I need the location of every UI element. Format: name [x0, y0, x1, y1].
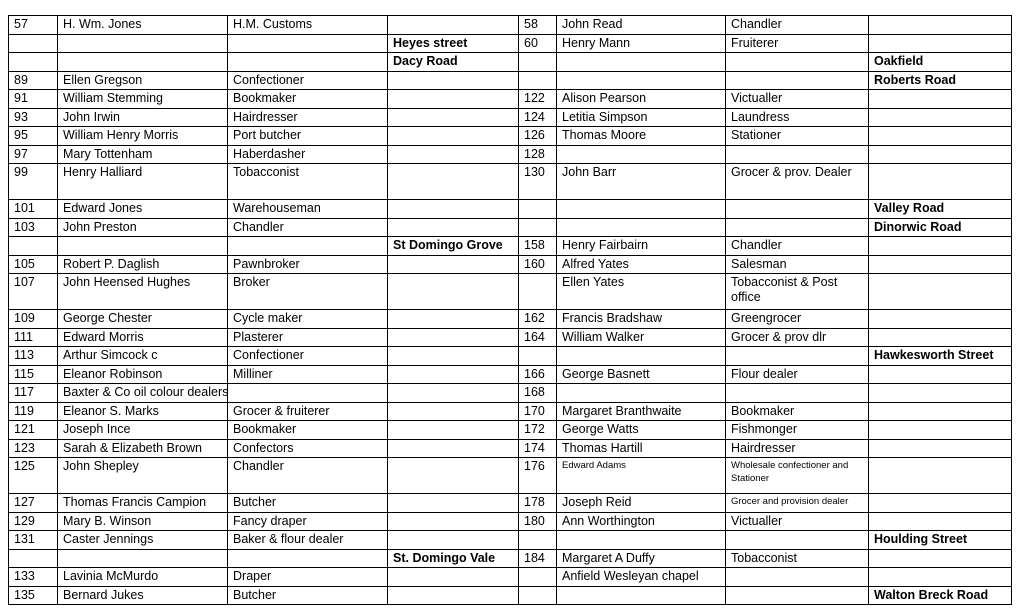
- resident-name-cell: Thomas Francis Campion: [58, 494, 228, 513]
- house-number-east-cell: 126: [519, 127, 557, 146]
- resident-name-east-cell: [557, 53, 726, 72]
- resident-name-cell: Caster Jennings: [58, 531, 228, 550]
- cross-street-cell: [388, 274, 519, 310]
- table-row: [9, 421, 1012, 440]
- occupation-east-cell: [726, 53, 869, 72]
- cross-street-cell: [388, 164, 519, 200]
- cross-street-cell: [388, 365, 519, 384]
- occupation-cell: Chandler: [228, 218, 388, 237]
- table-row: [9, 347, 1012, 366]
- cross-street-cell: [388, 568, 519, 587]
- resident-name-east-cell: [557, 347, 726, 366]
- house-number-east-cell: 164: [519, 328, 557, 347]
- street-heading-cell: [869, 439, 1012, 458]
- house-number-cell: 91: [9, 90, 58, 109]
- resident-name-east-cell: Edward Adams: [557, 458, 726, 494]
- occupation-east-cell: [726, 586, 869, 605]
- cross-street-cell: [388, 310, 519, 329]
- house-number-east-cell: 176: [519, 458, 557, 494]
- resident-name-cell: Lavinia McMurdo: [58, 568, 228, 587]
- resident-name-east-cell: Joseph Reid: [557, 494, 726, 513]
- table-row: [9, 328, 1012, 347]
- cross-street-cell: [388, 200, 519, 219]
- house-number-cell: 107: [9, 274, 58, 310]
- house-number-east-cell: 168: [519, 384, 557, 403]
- occupation-cell: [228, 237, 388, 256]
- street-heading-cell: [869, 34, 1012, 53]
- resident-name-east-cell: John Read: [557, 16, 726, 35]
- house-number-cell: 89: [9, 71, 58, 90]
- resident-name-cell: Bernard Jukes: [58, 586, 228, 605]
- table-row: [9, 255, 1012, 274]
- table-row: [9, 586, 1012, 605]
- occupation-cell: Pawnbroker: [228, 255, 388, 274]
- house-number-east-cell: 174: [519, 439, 557, 458]
- house-number-east-cell: 124: [519, 108, 557, 127]
- street-heading-cell: [869, 145, 1012, 164]
- house-number-cell: 125: [9, 458, 58, 494]
- street-heading-cell: [869, 365, 1012, 384]
- house-number-east-cell: 184: [519, 549, 557, 568]
- house-number-cell: 115: [9, 365, 58, 384]
- cross-street-cell: [388, 439, 519, 458]
- resident-name-east-cell: [557, 218, 726, 237]
- house-number-cell: [9, 237, 58, 256]
- table-row: [9, 127, 1012, 146]
- cross-street-cell: [388, 384, 519, 403]
- resident-name-cell: John Preston: [58, 218, 228, 237]
- house-number-cell: [9, 53, 58, 72]
- cross-street-cell: St. Domingo Vale: [388, 549, 519, 568]
- resident-name-cell: Eleanor Robinson: [58, 365, 228, 384]
- table-row: [9, 402, 1012, 421]
- house-number-east-cell: 172: [519, 421, 557, 440]
- table-row: [9, 237, 1012, 256]
- resident-name-east-cell: [557, 531, 726, 550]
- house-number-cell: 109: [9, 310, 58, 329]
- resident-name-east-cell: Thomas Moore: [557, 127, 726, 146]
- resident-name-east-cell: William Walker: [557, 328, 726, 347]
- occupation-cell: [228, 549, 388, 568]
- resident-name-east-cell: Ellen Yates: [557, 274, 726, 310]
- house-number-cell: 97: [9, 145, 58, 164]
- cross-street-cell: [388, 328, 519, 347]
- occupation-cell: Bookmaker: [228, 421, 388, 440]
- house-number-east-cell: 58: [519, 16, 557, 35]
- occupation-cell: Butcher: [228, 494, 388, 513]
- occupation-cell: Chandler: [228, 458, 388, 494]
- occupation-cell: Confectioner: [228, 71, 388, 90]
- cross-street-cell: Heyes street: [388, 34, 519, 53]
- occupation-cell: Grocer & fruiterer: [228, 402, 388, 421]
- table-row: [9, 90, 1012, 109]
- occupation-east-cell: Victualler: [726, 512, 869, 531]
- resident-name-cell: Ellen Gregson: [58, 71, 228, 90]
- resident-name-east-cell: Letitia Simpson: [557, 108, 726, 127]
- street-heading-cell: [869, 549, 1012, 568]
- occupation-east-cell: Bookmaker: [726, 402, 869, 421]
- street-heading-cell: Oakfield: [869, 53, 1012, 72]
- table-row: [9, 568, 1012, 587]
- table-row: [9, 218, 1012, 237]
- cross-street-cell: [388, 255, 519, 274]
- occupation-cell: Draper: [228, 568, 388, 587]
- resident-name-cell: Sarah & Elizabeth Brown: [58, 439, 228, 458]
- house-number-cell: 99: [9, 164, 58, 200]
- resident-name-cell: Eleanor S. Marks: [58, 402, 228, 421]
- occupation-cell: Hairdresser: [228, 108, 388, 127]
- occupation-east-cell: Stationer: [726, 127, 869, 146]
- street-heading-cell: [869, 568, 1012, 587]
- cross-street-cell: [388, 402, 519, 421]
- resident-name-east-cell: Alfred Yates: [557, 255, 726, 274]
- occupation-cell: Port butcher: [228, 127, 388, 146]
- house-number-cell: 105: [9, 255, 58, 274]
- occupation-cell: Tobacconist: [228, 164, 388, 200]
- occupation-east-cell: Laundress: [726, 108, 869, 127]
- street-heading-cell: [869, 127, 1012, 146]
- street-heading-cell: [869, 108, 1012, 127]
- occupation-east-cell: Grocer and provision dealer: [726, 494, 869, 513]
- street-heading-cell: [869, 421, 1012, 440]
- table-row: [9, 439, 1012, 458]
- street-heading-cell: Valley Road: [869, 200, 1012, 219]
- house-number-cell: [9, 34, 58, 53]
- occupation-east-cell: [726, 200, 869, 219]
- occupation-cell: H.M. Customs: [228, 16, 388, 35]
- occupation-east-cell: [726, 218, 869, 237]
- street-heading-cell: [869, 90, 1012, 109]
- cross-street-cell: [388, 494, 519, 513]
- resident-name-cell: John Irwin: [58, 108, 228, 127]
- resident-name-cell: Mary Tottenham: [58, 145, 228, 164]
- cross-street-cell: St Domingo Grove: [388, 237, 519, 256]
- house-number-east-cell: [519, 347, 557, 366]
- occupation-east-cell: Chandler: [726, 237, 869, 256]
- occupation-east-cell: Hairdresser: [726, 439, 869, 458]
- cross-street-cell: [388, 218, 519, 237]
- occupation-east-cell: [726, 531, 869, 550]
- resident-name-cell: William Stemming: [58, 90, 228, 109]
- table-row: [9, 71, 1012, 90]
- house-number-east-cell: 128: [519, 145, 557, 164]
- occupation-east-cell: [726, 347, 869, 366]
- house-number-east-cell: [519, 53, 557, 72]
- resident-name-cell: George Chester: [58, 310, 228, 329]
- house-number-cell: 121: [9, 421, 58, 440]
- resident-name-cell: Arthur Simcock c: [58, 347, 228, 366]
- directory-table: [8, 15, 1012, 605]
- house-number-cell: 93: [9, 108, 58, 127]
- resident-name-east-cell: Margaret A Duffy: [557, 549, 726, 568]
- house-number-cell: 119: [9, 402, 58, 421]
- occupation-east-cell: [726, 71, 869, 90]
- occupation-cell: Confectioner: [228, 347, 388, 366]
- cross-street-cell: [388, 71, 519, 90]
- occupation-cell: Baker & flour dealer: [228, 531, 388, 550]
- street-heading-cell: Roberts Road: [869, 71, 1012, 90]
- resident-name-cell: Baxter & Co oil colour dealers: [58, 384, 228, 403]
- cross-street-cell: [388, 90, 519, 109]
- house-number-east-cell: 130: [519, 164, 557, 200]
- house-number-cell: 127: [9, 494, 58, 513]
- house-number-east-cell: [519, 531, 557, 550]
- occupation-east-cell: Tobacconist: [726, 549, 869, 568]
- occupation-cell: Plasterer: [228, 328, 388, 347]
- occupation-cell: [228, 384, 388, 403]
- table-row: [9, 494, 1012, 513]
- street-heading-cell: [869, 512, 1012, 531]
- resident-name-east-cell: Francis Bradshaw: [557, 310, 726, 329]
- house-number-cell: 131: [9, 531, 58, 550]
- occupation-east-cell: Grocer & prov dlr: [726, 328, 869, 347]
- street-heading-cell: [869, 384, 1012, 403]
- table-row: [9, 384, 1012, 403]
- table-row: [9, 145, 1012, 164]
- house-number-east-cell: [519, 274, 557, 310]
- resident-name-east-cell: [557, 145, 726, 164]
- occupation-cell: Confectors: [228, 439, 388, 458]
- resident-name-east-cell: Henry Mann: [557, 34, 726, 53]
- occupation-east-cell: Wholesale confectioner and Stationer: [726, 458, 869, 494]
- occupation-east-cell: Victualler: [726, 90, 869, 109]
- occupation-east-cell: Tobacconist & Post office: [726, 274, 869, 310]
- house-number-east-cell: [519, 200, 557, 219]
- cross-street-cell: [388, 108, 519, 127]
- resident-name-east-cell: Margaret Branthwaite: [557, 402, 726, 421]
- street-heading-cell: [869, 16, 1012, 35]
- occupation-east-cell: Flour dealer: [726, 365, 869, 384]
- occupation-east-cell: [726, 145, 869, 164]
- street-heading-cell: [869, 310, 1012, 329]
- occupation-cell: Cycle maker: [228, 310, 388, 329]
- occupation-east-cell: [726, 568, 869, 587]
- cross-street-cell: [388, 512, 519, 531]
- street-heading-cell: [869, 458, 1012, 494]
- house-number-cell: 111: [9, 328, 58, 347]
- table-row: [9, 200, 1012, 219]
- house-number-cell: 129: [9, 512, 58, 531]
- house-number-east-cell: 180: [519, 512, 557, 531]
- house-number-cell: 135: [9, 586, 58, 605]
- occupation-cell: [228, 53, 388, 72]
- occupation-cell: [228, 34, 388, 53]
- occupation-east-cell: Grocer & prov. Dealer: [726, 164, 869, 200]
- house-number-east-cell: [519, 71, 557, 90]
- street-heading-cell: [869, 164, 1012, 200]
- table-row: [9, 365, 1012, 384]
- cross-street-cell: [388, 531, 519, 550]
- street-heading-cell: Dinorwic Road: [869, 218, 1012, 237]
- occupation-east-cell: Fishmonger: [726, 421, 869, 440]
- cross-street-cell: [388, 586, 519, 605]
- resident-name-cell: [58, 53, 228, 72]
- occupation-east-cell: Salesman: [726, 255, 869, 274]
- resident-name-cell: Mary B. Winson: [58, 512, 228, 531]
- street-heading-cell: [869, 274, 1012, 310]
- house-number-east-cell: [519, 218, 557, 237]
- table-row: [9, 310, 1012, 329]
- table-row: [9, 512, 1012, 531]
- resident-name-east-cell: [557, 71, 726, 90]
- table-row: [9, 164, 1012, 200]
- cross-street-cell: Dacy Road: [388, 53, 519, 72]
- resident-name-cell: Joseph Ince: [58, 421, 228, 440]
- cross-street-cell: [388, 458, 519, 494]
- street-heading-cell: Hawkesworth Street: [869, 347, 1012, 366]
- street-heading-cell: Houlding Street: [869, 531, 1012, 550]
- resident-name-cell: John Shepley: [58, 458, 228, 494]
- house-number-cell: 103: [9, 218, 58, 237]
- resident-name-east-cell: Henry Fairbairn: [557, 237, 726, 256]
- house-number-cell: 95: [9, 127, 58, 146]
- occupation-cell: Milliner: [228, 365, 388, 384]
- resident-name-cell: [58, 34, 228, 53]
- occupation-east-cell: Greengrocer: [726, 310, 869, 329]
- resident-name-east-cell: Ann Worthington: [557, 512, 726, 531]
- house-number-cell: [9, 549, 58, 568]
- street-heading-cell: [869, 494, 1012, 513]
- house-number-east-cell: [519, 568, 557, 587]
- table-row: [9, 274, 1012, 310]
- occupation-cell: Broker: [228, 274, 388, 310]
- house-number-east-cell: 122: [519, 90, 557, 109]
- street-heading-cell: [869, 328, 1012, 347]
- cross-street-cell: [388, 127, 519, 146]
- resident-name-cell: Edward Jones: [58, 200, 228, 219]
- resident-name-east-cell: [557, 384, 726, 403]
- house-number-cell: 113: [9, 347, 58, 366]
- resident-name-east-cell: George Watts: [557, 421, 726, 440]
- resident-name-cell: Edward Morris: [58, 328, 228, 347]
- resident-name-cell: [58, 549, 228, 568]
- occupation-cell: Fancy draper: [228, 512, 388, 531]
- resident-name-cell: Robert P. Daglish: [58, 255, 228, 274]
- table-row: [9, 53, 1012, 72]
- resident-name-east-cell: Thomas Hartill: [557, 439, 726, 458]
- resident-name-east-cell: [557, 200, 726, 219]
- resident-name-east-cell: George Basnett: [557, 365, 726, 384]
- house-number-cell: 123: [9, 439, 58, 458]
- resident-name-cell: [58, 237, 228, 256]
- occupation-cell: Haberdasher: [228, 145, 388, 164]
- table-row: [9, 34, 1012, 53]
- table-row: [9, 16, 1012, 35]
- house-number-east-cell: 158: [519, 237, 557, 256]
- occupation-cell: Warehouseman: [228, 200, 388, 219]
- house-number-east-cell: 160: [519, 255, 557, 274]
- cross-street-cell: [388, 16, 519, 35]
- house-number-east-cell: 170: [519, 402, 557, 421]
- house-number-east-cell: 166: [519, 365, 557, 384]
- occupation-east-cell: [726, 384, 869, 403]
- resident-name-cell: John Heensed Hughes: [58, 274, 228, 310]
- occupation-cell: Bookmaker: [228, 90, 388, 109]
- resident-name-east-cell: Anfield Wesleyan chapel: [557, 568, 726, 587]
- street-heading-cell: [869, 402, 1012, 421]
- occupation-east-cell: Fruiterer: [726, 34, 869, 53]
- table-row: [9, 549, 1012, 568]
- house-number-east-cell: 162: [519, 310, 557, 329]
- house-number-east-cell: 178: [519, 494, 557, 513]
- house-number-east-cell: [519, 586, 557, 605]
- occupation-east-cell: Chandler: [726, 16, 869, 35]
- house-number-cell: 133: [9, 568, 58, 587]
- resident-name-east-cell: Alison Pearson: [557, 90, 726, 109]
- cross-street-cell: [388, 145, 519, 164]
- street-heading-cell: Walton Breck Road: [869, 586, 1012, 605]
- street-heading-cell: [869, 237, 1012, 256]
- house-number-cell: 101: [9, 200, 58, 219]
- house-number-cell: 117: [9, 384, 58, 403]
- house-number-east-cell: 60: [519, 34, 557, 53]
- resident-name-east-cell: John Barr: [557, 164, 726, 200]
- occupation-cell: Butcher: [228, 586, 388, 605]
- cross-street-cell: [388, 347, 519, 366]
- table-row: [9, 108, 1012, 127]
- cross-street-cell: [388, 421, 519, 440]
- street-heading-cell: [869, 255, 1012, 274]
- resident-name-cell: Henry Halliard: [58, 164, 228, 200]
- resident-name-cell: William Henry Morris: [58, 127, 228, 146]
- table-row: [9, 458, 1012, 494]
- table-row: [9, 531, 1012, 550]
- resident-name-east-cell: [557, 586, 726, 605]
- resident-name-cell: H. Wm. Jones: [58, 16, 228, 35]
- house-number-cell: 57: [9, 16, 58, 35]
